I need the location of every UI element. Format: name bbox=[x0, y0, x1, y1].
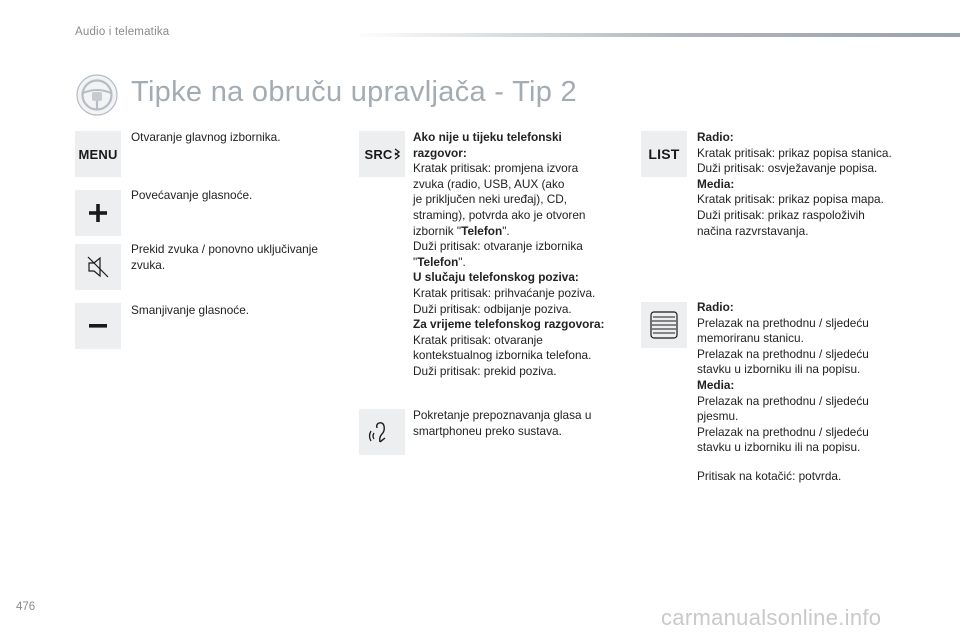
watermark: carmanualsonline.info bbox=[661, 605, 882, 630]
voice-recognition-icon bbox=[359, 409, 405, 455]
wheel-line-7: pjesmu. bbox=[697, 409, 739, 424]
src-line2-5: kontekstualnog izbornika telefona. bbox=[413, 348, 592, 363]
mute-description-line-1: Prekid zvuka / ponovno uključivanje bbox=[131, 242, 318, 256]
menu-button-label: MENU bbox=[78, 146, 118, 162]
section-header: Audio i telematika bbox=[75, 26, 170, 38]
mute-description bbox=[131, 242, 318, 273]
src-izbornik-bold: Telefon bbox=[461, 223, 503, 238]
src-line-4: je priključen neki uređaj), CD, bbox=[413, 192, 568, 207]
header-divider bbox=[350, 33, 960, 37]
list-description bbox=[697, 130, 892, 239]
src-line-2: Kratak pritisak: promjena izvora bbox=[413, 161, 579, 176]
list-line-6: načina razvrstavanja. bbox=[697, 223, 809, 238]
wheel-line-9: stavku u izborniku ili na popisu. bbox=[697, 440, 861, 455]
src-line2-6: Duži pritisak: prekid poziva. bbox=[413, 363, 557, 378]
wheel-line-8: Prelazak na prethodnu / sljedeću bbox=[697, 424, 869, 439]
list-line-2: Duži pritisak: osvježavanje popisa. bbox=[697, 161, 878, 176]
src-line2-1: Kratak pritisak: prihvaćanje poziva. bbox=[413, 285, 596, 300]
minus-icon bbox=[75, 303, 121, 349]
src-button-icon bbox=[359, 131, 405, 177]
src-line2-4: Kratak pritisak: otvaranje bbox=[413, 332, 543, 347]
list-line-1: Kratak pritisak: prikaz popisa stanica. bbox=[697, 145, 892, 160]
wheel-line-5: Media: bbox=[697, 377, 735, 392]
src-line-0: Ako nije u tijeku telefonski bbox=[413, 130, 562, 144]
mute-description-line-2: zvuka. bbox=[131, 257, 166, 272]
src-button-label: SRC bbox=[364, 146, 393, 162]
wheel-line-0: Radio: bbox=[697, 300, 734, 314]
list-line-0: Radio: bbox=[697, 130, 734, 144]
src-telefon-bold: Telefon bbox=[417, 254, 459, 269]
voice-line-1: Pokretanje prepoznavanja glasa u bbox=[413, 408, 592, 422]
list-line-5: Duži pritisak: prikaz raspoloživih bbox=[697, 207, 865, 222]
menu-description: Otvaranje glavnog izbornika. bbox=[131, 130, 281, 144]
src-line-duzi: Duži pritisak: otvaranje izbornika bbox=[413, 239, 583, 254]
plus-icon bbox=[75, 190, 121, 236]
list-line-4: Kratak pritisak: prikaz popisa mapa. bbox=[697, 192, 884, 207]
steering-wheel-icon bbox=[75, 73, 119, 117]
mute-icon bbox=[75, 244, 121, 290]
plus-description: Povećavanje glasnoće. bbox=[131, 188, 253, 202]
thumbwheel-icon bbox=[641, 302, 687, 348]
src-izbornik-prefix: izbornik " bbox=[413, 223, 462, 238]
src-line-telefon bbox=[413, 255, 628, 271]
minus-description: Smanjivanje glasnoće. bbox=[131, 303, 250, 317]
wheel-confirm-description: Pritisak na kotačić: potvrda. bbox=[697, 469, 842, 483]
src-line-1: razgovor: bbox=[413, 145, 467, 160]
wheel-description bbox=[697, 300, 869, 456]
page-title: Tipke na obruču upravljača - Tip 2 bbox=[131, 76, 577, 108]
voice-line-2: smartphoneu preko sustava. bbox=[413, 423, 562, 438]
list-button-label: LIST bbox=[648, 146, 680, 162]
voice-description bbox=[413, 408, 591, 439]
src-izbornik-suffix: ". bbox=[502, 223, 510, 238]
src-line2-0: U slučaju telefonskog poziva: bbox=[413, 270, 579, 285]
src-line-5: straming), potvrda ako je otvoren bbox=[413, 207, 586, 222]
wheel-line-1: Prelazak na prethodnu / sljedeću bbox=[697, 315, 869, 330]
wheel-line-4: stavku u izborniku ili na popisu. bbox=[697, 362, 861, 377]
page-number: 476 bbox=[16, 601, 36, 613]
src-line-izbornik bbox=[413, 224, 628, 240]
src-description bbox=[413, 130, 628, 380]
src-telefon-prefix: " bbox=[413, 254, 418, 269]
src-line2-3: Za vrijeme telefonskog razgovora: bbox=[413, 317, 605, 332]
wheel-line-3: Prelazak na prethodnu / sljedeću bbox=[697, 346, 869, 361]
list-button-icon bbox=[641, 131, 687, 177]
src-line2-2: Duži pritisak: odbijanje poziva. bbox=[413, 301, 572, 316]
wheel-line-6: Prelazak na prethodnu / sljedeću bbox=[697, 393, 869, 408]
menu-button-icon bbox=[75, 131, 121, 177]
src-telefon-suffix: ". bbox=[458, 254, 466, 269]
wheel-line-2: memoriranu stanicu. bbox=[697, 331, 804, 346]
list-line-3: Media: bbox=[697, 176, 735, 191]
src-line-3: zvuka (radio, USB, AUX (ako bbox=[413, 176, 565, 191]
